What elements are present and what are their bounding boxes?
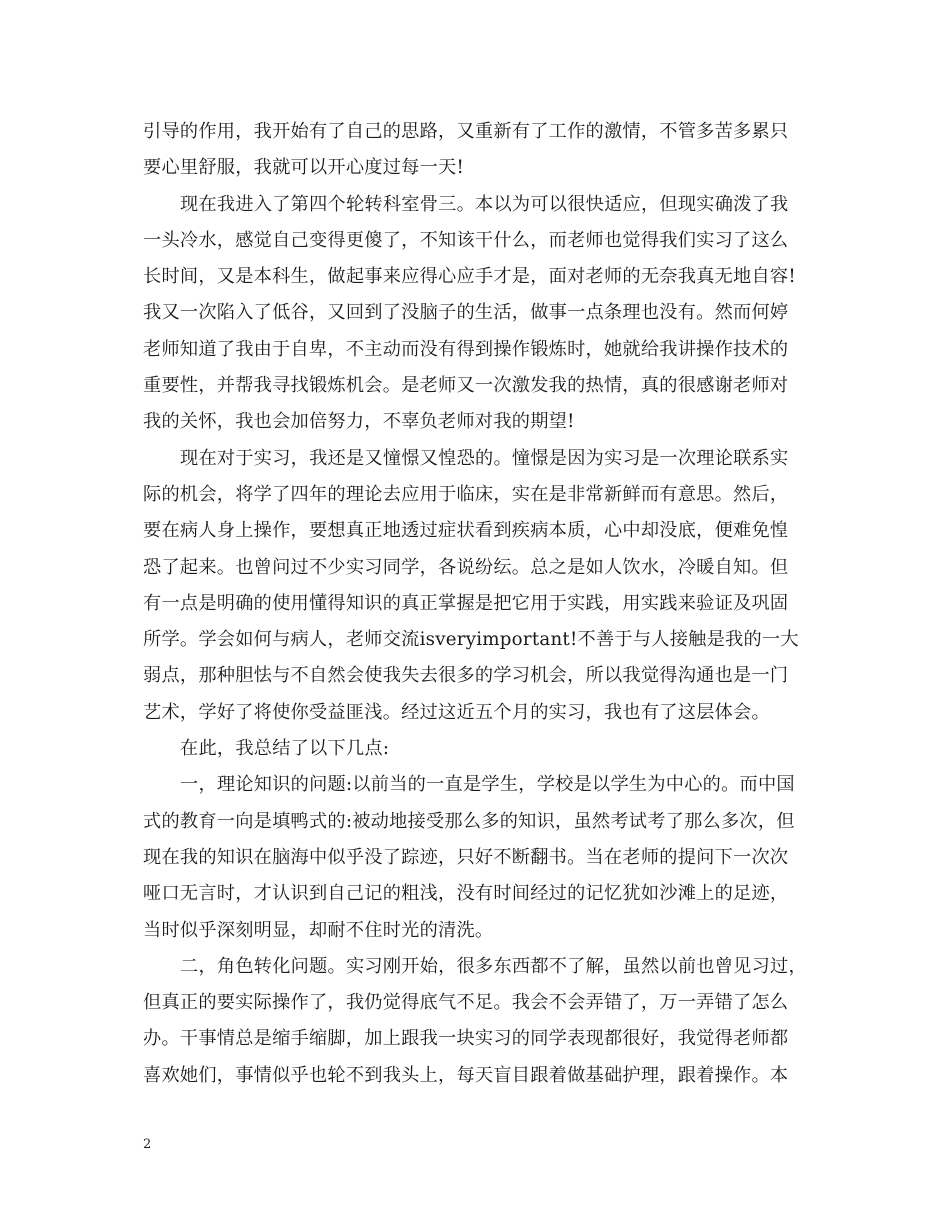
text-line: 在此，我总结了以下几点: (180, 738, 390, 760)
text-line: 一，理论知识的问题:以前当的一直是学生，学校是以学生为中心的。而中国 (180, 774, 795, 796)
text-line: 弱点，那种胆怯与不自然会使我失去很多的学习机会，所以我觉得沟通也是一门 (143, 665, 789, 687)
text-line: 艺术，学好了将使你受益匪浅。经过这近五个月的实习，我也有了这层体会。 (143, 701, 770, 723)
text-line: 恐了起来。也曾问过不少实习同学，各说纷纭。总之是如人饮水，冷暖自知。但 (143, 556, 789, 578)
text-line: 现在对于实习，我还是又憧憬又惶恐的。憧憬是因为实习是一次理论联系实 (180, 447, 789, 469)
text-line: 要心里舒服，我就可以开心度过每一天! (143, 157, 464, 179)
text-line: 一头冷水，感觉自己变得更傻了，不知该干什么，而老师也觉得我们实习了这么 (143, 229, 789, 251)
text-line: 当时似乎深刻明显，却耐不住时光的清洗。 (143, 919, 494, 941)
text-line: 际的机会，将学了四年的理论去应用于临床，实在是非常新鲜而有意思。然后， (143, 483, 789, 505)
text-line: 有一点是明确的使用懂得知识的真正掌握是把它用于实践，用实践来验证及巩固 (143, 592, 789, 614)
body-text (143, 114, 808, 1094)
text-line: 我的关怀，我也会加倍努力，不辜负老师对我的期望! (143, 411, 575, 433)
text-line: 长时间，又是本科生，做起事来应得心应手才是，面对老师的无奈我真无地自容! (143, 266, 796, 288)
text-line: 哑口无言时，才认识到自己记的粗浅，没有时间经过的记忆犹如沙滩上的足迹， (143, 883, 789, 905)
text-line: 重要性，并帮我寻找锻炼机会。是老师又一次激发我的热情，真的很感谢老师对 (143, 375, 789, 397)
text-line: 办。干事情总是缩手缩脚，加上跟我一块实习的同学表现都很好，我觉得老师都 (143, 1028, 789, 1050)
text-line: 引导的作用，我开始有了自己的思路，又重新有了工作的激情，不管多苦多累只 (143, 121, 789, 142)
text-line: 我又一次陷入了低谷，又回到了没脑子的生活，做事一点条理也没有。然而何婷 (143, 302, 789, 324)
text-line: 要在病人身上操作，要想真正地透过症状看到疾病本质，心中却没底，便难免惶 (143, 520, 789, 542)
text-line: 现在我的知识在脑海中似乎没了踪迹，只好不断翻书。当在老师的提问下一次次 (143, 846, 789, 868)
page-number: 2 (143, 1137, 152, 1152)
text-line: 喜欢她们，事情似乎也轮不到我头上，每天盲目跟着做基础护理，跟着操作。本 (143, 1064, 789, 1086)
text-line: 老师知道了我由于自卑，不主动而没有得到操作锻炼时，她就给我讲操作技术的 (143, 338, 789, 360)
text-line: 式的教育一向是填鸭式的:被动地接受那么多的知识，虽然考试考了那么多次，但 (143, 810, 795, 832)
text-line: 二，角色转化问题。实习刚开始，很多东西都不了解，虽然以前也曾见习过， (180, 955, 807, 977)
text-line: 所学。学会如何与病人，老师交流isveryimportant!不善于与人接触是我的一大 (143, 629, 799, 651)
text-line: 现在我进入了第四个轮转科室骨三。本以为可以很快适应，但现实确泼了我 (180, 193, 789, 215)
text-line: 但真正的要实际操作了，我仍觉得底气不足。我会不会弄错了，万一弄错了怎么 (143, 992, 789, 1014)
